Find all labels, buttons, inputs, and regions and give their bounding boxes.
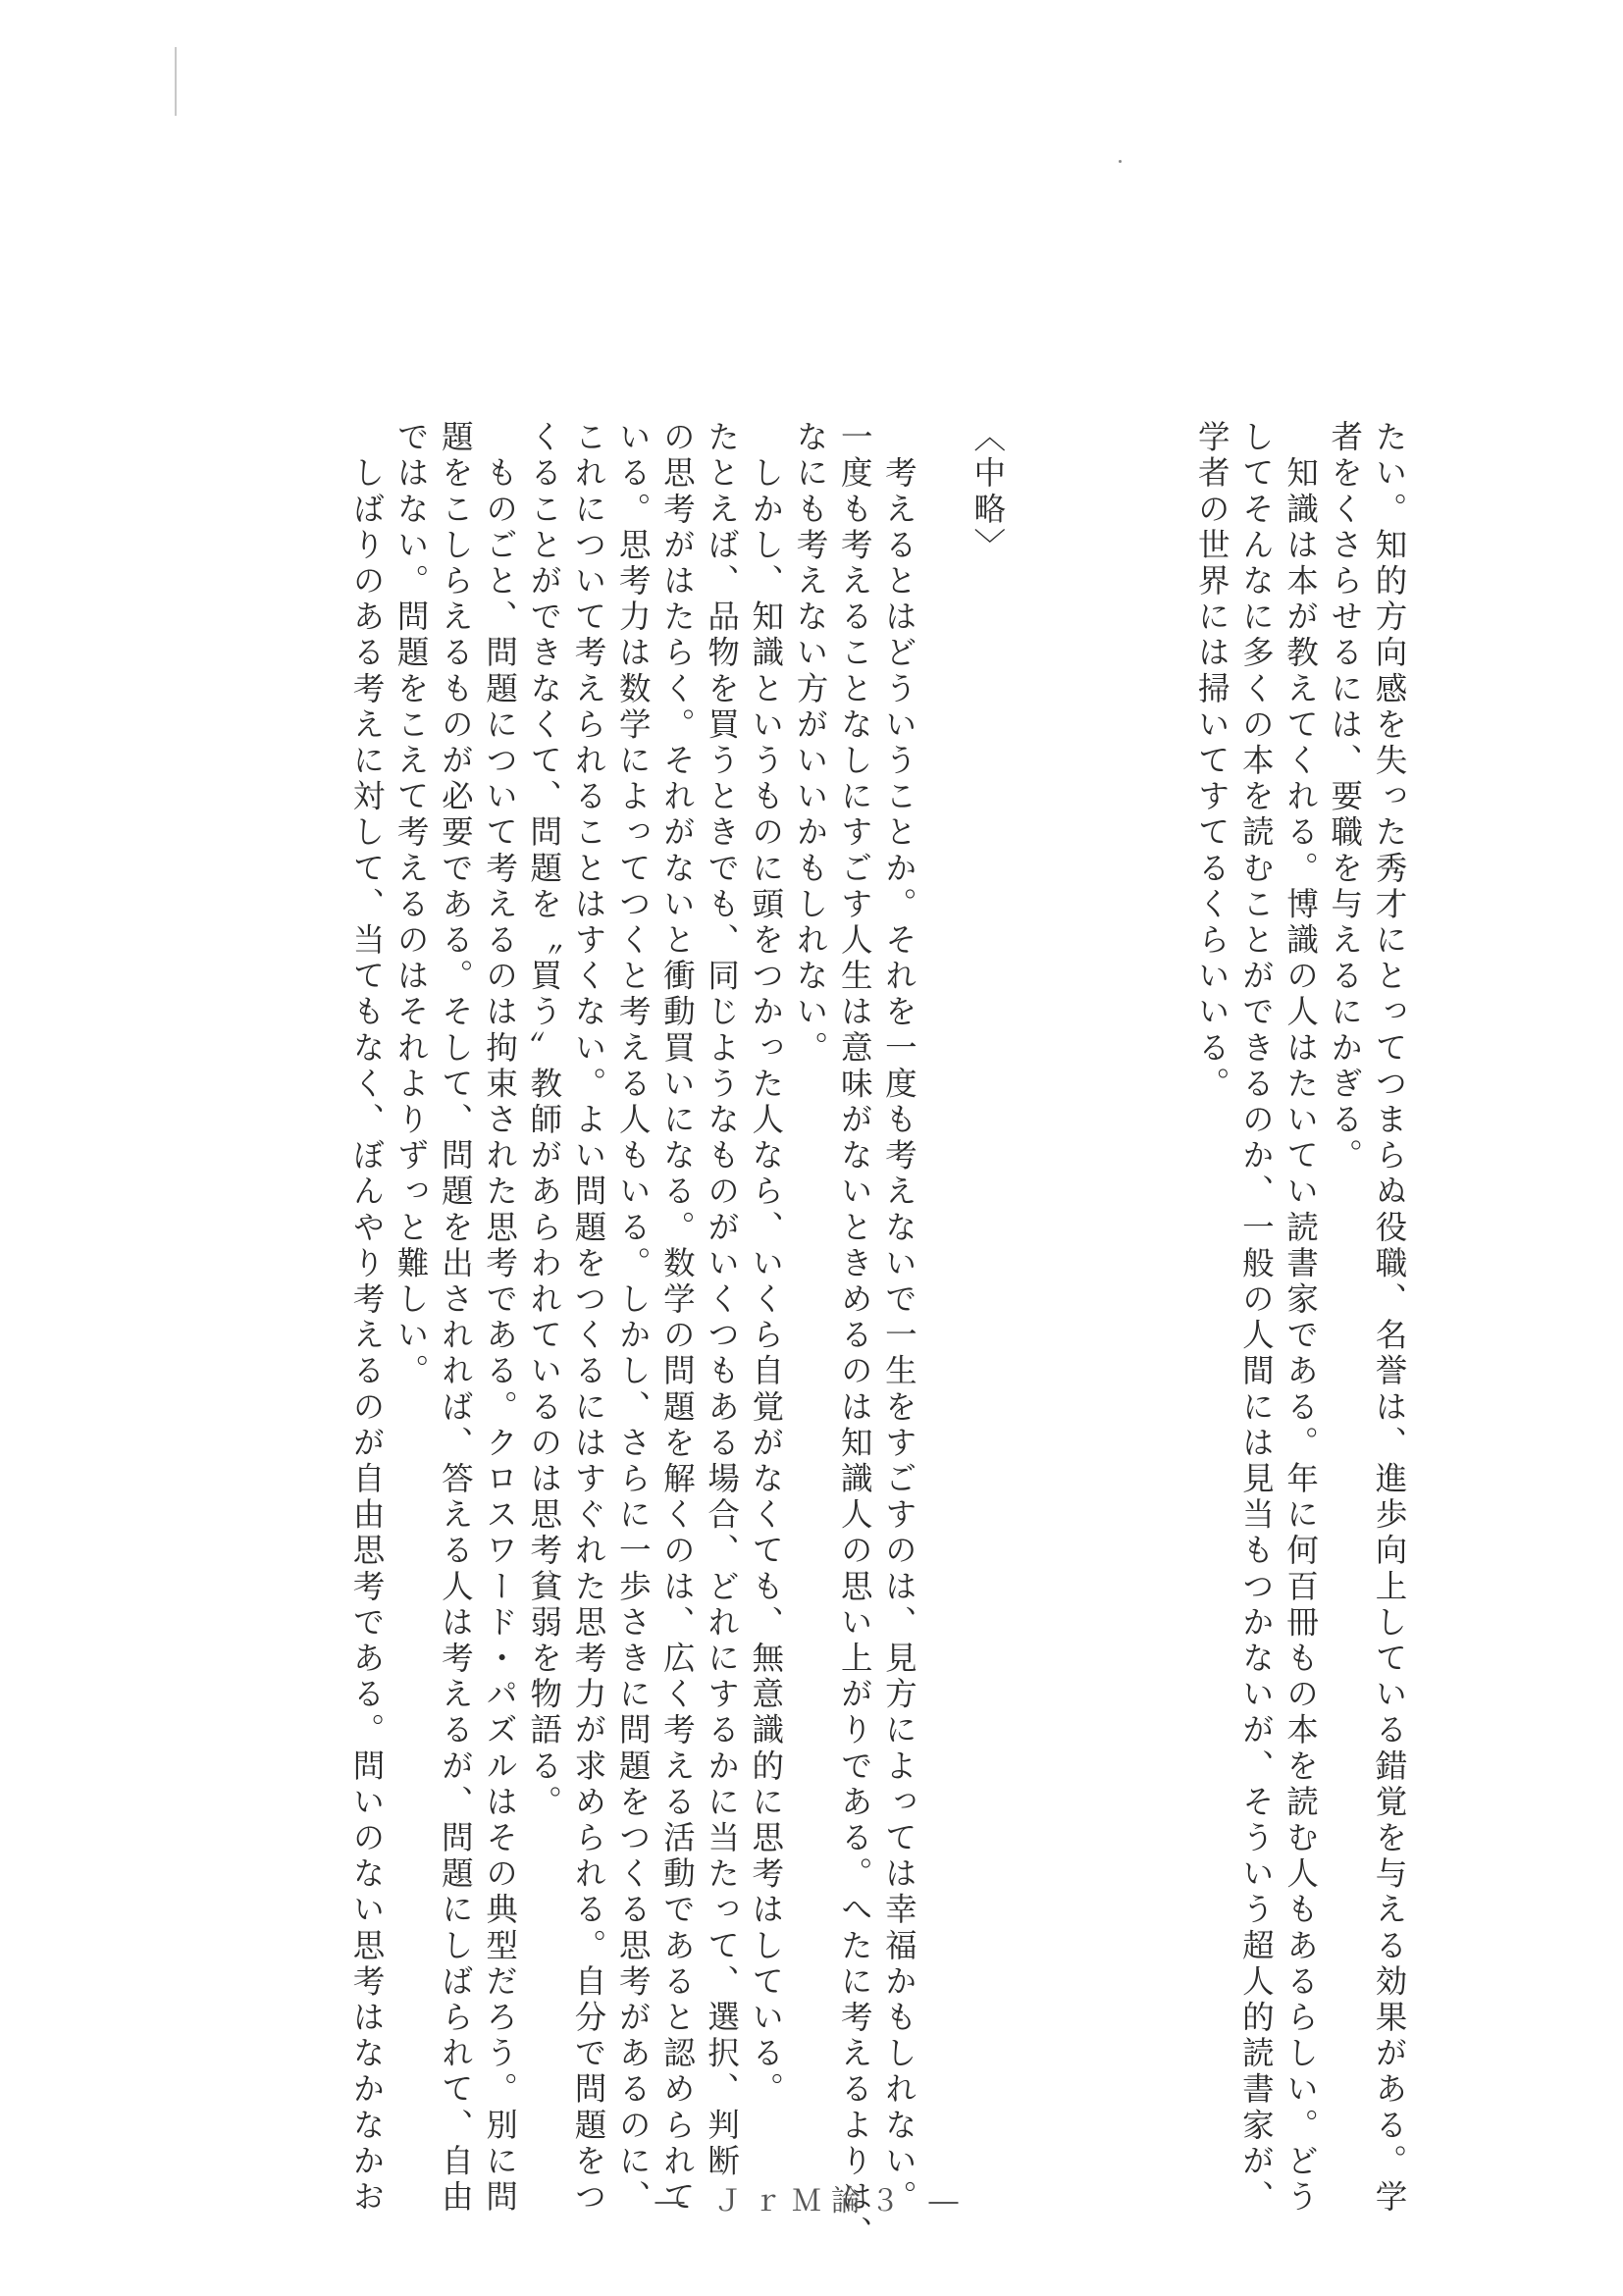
blank-line: [920, 420, 965, 2166]
text-line: 一度も考えることなしにすごす人生は意味がないときめるのは知識人の思い上がりである。へたに考えるよりは、: [836, 420, 874, 2252]
text-line: たとえば、品物を買うときでも、同じようなものがいくつもある場合、どれにするかに当たって、選択、判断: [703, 420, 741, 2180]
text-line: 知識は本が教えてくれる。博識の人はたいてい読書家である。年に何百冊もの本を読む人もあるらしい。どう: [1282, 420, 1320, 2216]
text-line: 者をくさらせるには、要職を与えるにかぎる。: [1326, 420, 1364, 1174]
text-line: 学者の世界には掃いてすてるくらいいる。: [1193, 420, 1231, 1103]
text-line: たい。知的方向感を失った秀才にとってつまらぬ役職、名誉は、進歩向上している錯覚を与える効果がある。学: [1371, 420, 1408, 2216]
text-line: なにも考えない方がいいかもしれない。: [792, 420, 829, 1067]
text-line: くることができなくて、問題を〝買う〟教師があらわれているのは思考貧弱を物語る。: [525, 420, 563, 1821]
section-heading: 〈中略〉: [969, 420, 1007, 564]
text-line: しかし、知識というものに頭をつかった人なら、いくら自覚がなくても、無意識的に思考はしている。: [747, 420, 785, 2109]
scan-artifact-mark: [175, 47, 177, 116]
text-line: の思考がはたらく。それがないと衝動買いになる。数学の問題を解くのは、広く考える活動であると認められて: [658, 420, 697, 2216]
scan-artifact-speck: [1119, 160, 1122, 163]
text-line: これについて考えられることはすくない。よい問題をつくるにはすぐれた思考力が求められる。自分で問題をつ: [569, 420, 607, 2216]
blank-line: [1145, 420, 1189, 2166]
text-line: 題をこしらえるものが必要である。そして、問題を出されれば、答える人は考えるが、問題にしばられて、自由: [437, 420, 475, 2216]
text-line: ではない。問題をこえて考えるのはそれよりずっと難しい。: [393, 420, 431, 1390]
text-line: ものごと、問題について考えるのは拘束された思考である。クロスワード・パズルはその典型だろう。別に問: [481, 420, 519, 2216]
text-line: 考えるとはどういうことか。それを一度も考えないで一生をすごすのは、見方によっては幸福かもしれない。: [880, 420, 918, 2216]
text-line: しばりのある考えに対して、当てもなく、ぼんやり考えるのが自由思考である。問いのない思考はなかなかお: [347, 420, 386, 2216]
text-line: いる。思考力は数学によってつくと考える人もいる。しかし、さらに一歩さきに問題をつくる思考があるのに、: [614, 420, 653, 2216]
text-line: してそんなに多くの本を読むことができるのか、一般の人間には見当もつかないが、そういう超人的読書家が、: [1237, 420, 1276, 2216]
page-footer: ― ＪｒＭ論３ ―: [654, 2184, 969, 2218]
